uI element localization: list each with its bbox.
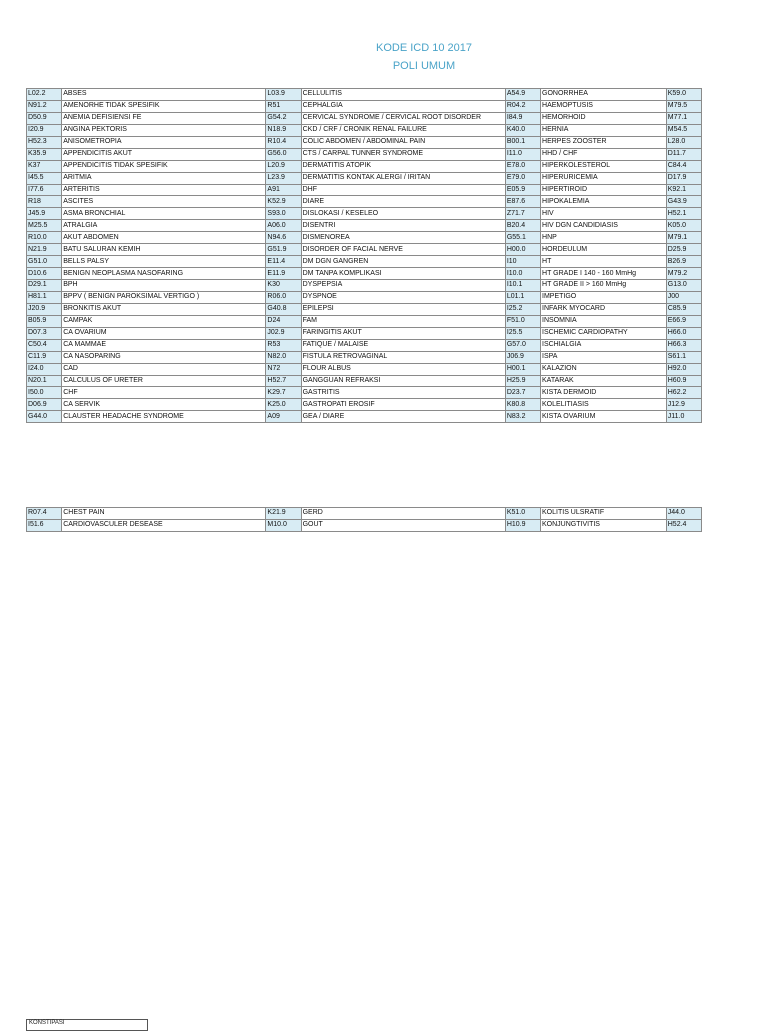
icd-code-cell: C11.9 xyxy=(27,351,62,363)
table-row xyxy=(27,315,702,327)
icd-code-cell: D29.1 xyxy=(27,280,62,292)
diagnosis-cell: HT GRADE I 140 - 160 MmHg xyxy=(541,268,667,280)
page-subtitle: POLI UMUM xyxy=(392,60,456,72)
icd-code-cell: S61.1 xyxy=(666,351,701,363)
table-row xyxy=(27,256,702,268)
diagnosis-cell: CA SERVIK xyxy=(62,399,266,411)
table-row xyxy=(27,112,702,124)
diagnosis-cell: DM TANPA KOMPLIKASI xyxy=(301,268,505,280)
icd-code-cell: N94.6 xyxy=(266,232,301,244)
diagnosis-cell: CERVICAL SYNDROME / CERVICAL ROOT DISORDER xyxy=(301,112,505,124)
icd-code-cell: M79.5 xyxy=(666,100,701,112)
diagnosis-cell: BPH xyxy=(62,280,266,292)
icd-code-cell: R04.2 xyxy=(505,100,540,112)
diagnosis-cell: AMENORHE TIDAK SPESIFIK xyxy=(62,100,266,112)
diagnosis-cell: KISTA DERMOID xyxy=(541,387,667,399)
diagnosis-cell: BRONKITIS AKUT xyxy=(62,303,266,315)
diagnosis-cell: INSOMNIA xyxy=(541,315,667,327)
diagnosis-cell: HIPERURICEMIA xyxy=(541,172,667,184)
table-row xyxy=(27,244,702,256)
icd-code-cell: Z71.7 xyxy=(505,208,540,220)
icd-code-cell: L23.9 xyxy=(266,172,301,184)
diagnosis-cell: HEMORHOID xyxy=(541,112,667,124)
diagnosis-cell: DISMENOREA xyxy=(301,232,505,244)
diagnosis-cell: CA MAMMAE xyxy=(62,339,266,351)
diagnosis-cell: GOUT xyxy=(301,519,505,531)
diagnosis-cell: ISCHIALGIA xyxy=(541,339,667,351)
icd-code-cell: J11.0 xyxy=(666,411,701,423)
icd-code-cell: H52.1 xyxy=(666,208,701,220)
icd-code-cell: E05.9 xyxy=(505,184,540,196)
icd-code-cell: I24.0 xyxy=(27,363,62,375)
icd-code-cell: H52.3 xyxy=(27,136,62,148)
icd-code-cell: B20.4 xyxy=(505,220,540,232)
diagnosis-cell: HIPERTIROID xyxy=(541,184,667,196)
icd-code-cell: H66.0 xyxy=(666,327,701,339)
table-row xyxy=(27,184,702,196)
diagnosis-cell: ANEMIA DEFISIENSI FE xyxy=(62,112,266,124)
icd-code-cell: R06.0 xyxy=(266,291,301,303)
diagnosis-cell: ATRALGIA xyxy=(62,220,266,232)
icd-table-extra xyxy=(26,507,702,532)
table-row xyxy=(27,280,702,292)
icd-code-cell: H00.1 xyxy=(505,363,540,375)
table-row xyxy=(27,363,702,375)
table-row xyxy=(27,160,702,172)
table-row xyxy=(27,339,702,351)
diagnosis-cell: GASTROPATI EROSIF xyxy=(301,399,505,411)
diagnosis-cell: FAM xyxy=(301,315,505,327)
icd-code-cell: I10.1 xyxy=(505,280,540,292)
diagnosis-cell: ARITMIA xyxy=(62,172,266,184)
table-row xyxy=(27,268,702,280)
icd-code-cell: D50.9 xyxy=(27,112,62,124)
diagnosis-cell: CARDIOVASCULER DESEASE xyxy=(62,519,266,531)
diagnosis-cell: HT xyxy=(541,256,667,268)
icd-code-cell: N21.9 xyxy=(27,244,62,256)
diagnosis-cell: ISCHEMIC CARDIOPATHY xyxy=(541,327,667,339)
diagnosis-cell: FATIQUE / MALAISE xyxy=(301,339,505,351)
diagnosis-cell: ANISOMETROPIA xyxy=(62,136,266,148)
icd-code-cell: J20.9 xyxy=(27,303,62,315)
diagnosis-cell: BENIGN NEOPLASMA NASOFARING xyxy=(62,268,266,280)
icd-code-cell: G51.0 xyxy=(27,256,62,268)
diagnosis-cell: GEA / DIARE xyxy=(301,411,505,423)
icd-code-cell: K30 xyxy=(266,280,301,292)
icd-code-cell: N72 xyxy=(266,363,301,375)
diagnosis-cell: GONORRHEA xyxy=(541,89,667,101)
table-row xyxy=(27,327,702,339)
diagnosis-cell: FLOUR ALBUS xyxy=(301,363,505,375)
icd-code-cell: C85.9 xyxy=(666,303,701,315)
diagnosis-cell: GANGGUAN REFRAKSI xyxy=(301,375,505,387)
icd-code-cell: D11.7 xyxy=(666,148,701,160)
icd-code-cell: N91.2 xyxy=(27,100,62,112)
diagnosis-cell: IMPETIGO xyxy=(541,291,667,303)
icd-code-cell: I77.6 xyxy=(27,184,62,196)
icd-code-cell: A54.9 xyxy=(505,89,540,101)
diagnosis-cell: GERD xyxy=(301,508,505,520)
icd-code-cell: I10 xyxy=(505,256,540,268)
diagnosis-cell: CAMPAK xyxy=(62,315,266,327)
table-row xyxy=(27,100,702,112)
diagnosis-cell: ANGINA PEKTORIS xyxy=(62,124,266,136)
diagnosis-cell: DISENTRI xyxy=(301,220,505,232)
icd-code-cell: B00.1 xyxy=(505,136,540,148)
diagnosis-cell: DYSPNOE xyxy=(301,291,505,303)
icd-code-cell: L01.1 xyxy=(505,291,540,303)
table-row xyxy=(27,519,702,531)
icd-code-cell: I51.6 xyxy=(27,519,62,531)
diagnosis-cell: ISPA xyxy=(541,351,667,363)
table-row xyxy=(27,375,702,387)
icd-code-cell: I84.9 xyxy=(505,112,540,124)
diagnosis-cell: BELLS PALSY xyxy=(62,256,266,268)
table-row xyxy=(27,303,702,315)
diagnosis-cell: CLAUSTER HEADACHE SYNDROME xyxy=(62,411,266,423)
diagnosis-cell: HIPERKOLESTEROL xyxy=(541,160,667,172)
icd-table-main xyxy=(26,88,702,423)
icd-code-cell: D24 xyxy=(266,315,301,327)
diagnosis-cell: GASTRITIS xyxy=(301,387,505,399)
diagnosis-cell: CTS / CARPAL TUNNER SYNDROME xyxy=(301,148,505,160)
icd-code-cell: N83.2 xyxy=(505,411,540,423)
table-row xyxy=(27,232,702,244)
icd-code-cell: K05.0 xyxy=(666,220,701,232)
icd-code-cell: G43.9 xyxy=(666,196,701,208)
icd-code-cell: D17.9 xyxy=(666,172,701,184)
icd-code-cell: I25.5 xyxy=(505,327,540,339)
icd-code-cell: G54.2 xyxy=(266,112,301,124)
diagnosis-cell: HIPOKALEMIA xyxy=(541,196,667,208)
diagnosis-cell: CHF xyxy=(62,387,266,399)
icd-code-cell: L20.9 xyxy=(266,160,301,172)
icd-code-cell: R10.4 xyxy=(266,136,301,148)
diagnosis-cell: BATU SALURAN KEMIH xyxy=(62,244,266,256)
icd-code-cell: R18 xyxy=(27,196,62,208)
icd-code-cell: F51.0 xyxy=(505,315,540,327)
icd-code-cell: J06.9 xyxy=(505,351,540,363)
icd-code-cell: J00 xyxy=(666,291,701,303)
icd-code-cell: N20.1 xyxy=(27,375,62,387)
icd-code-cell: S93.0 xyxy=(266,208,301,220)
icd-code-cell: K59.0 xyxy=(666,89,701,101)
icd-code-cell: B26.9 xyxy=(666,256,701,268)
icd-code-cell: J45.9 xyxy=(27,208,62,220)
icd-code-cell: E78.0 xyxy=(505,160,540,172)
icd-code-cell: E79.0 xyxy=(505,172,540,184)
table-row xyxy=(27,196,702,208)
icd-code-cell: K40.0 xyxy=(505,124,540,136)
diagnosis-cell: ARTERITIS xyxy=(62,184,266,196)
table-row xyxy=(27,124,702,136)
diagnosis-cell: CEPHALGIA xyxy=(301,100,505,112)
diagnosis-cell: HNP xyxy=(541,232,667,244)
icd-code-cell: K21.9 xyxy=(266,508,301,520)
icd-code-cell: I20.9 xyxy=(27,124,62,136)
diagnosis-cell: APPENDICITIS AKUT xyxy=(62,148,266,160)
diagnosis-cell: HIV DGN CANDIDIASIS xyxy=(541,220,667,232)
diagnosis-cell: HERNIA xyxy=(541,124,667,136)
diagnosis-cell: INFARK MYOCARD xyxy=(541,303,667,315)
icd-code-cell: K51.0 xyxy=(505,508,540,520)
footer-label: KONSTIPASI xyxy=(29,1020,65,1026)
table-row xyxy=(27,208,702,220)
icd-code-cell: R10.0 xyxy=(27,232,62,244)
icd-code-cell: H00.0 xyxy=(505,244,540,256)
table-row xyxy=(27,411,702,423)
diagnosis-cell: DYSPEPSIA xyxy=(301,280,505,292)
diagnosis-cell: KOLITIS ULSRATIF xyxy=(541,508,667,520)
icd-table-main-body xyxy=(27,89,702,423)
icd-table-extra-body xyxy=(27,508,702,532)
icd-code-cell: H60.9 xyxy=(666,375,701,387)
table-row xyxy=(27,89,702,101)
icd-code-cell: B05.9 xyxy=(27,315,62,327)
diagnosis-cell: HIV xyxy=(541,208,667,220)
diagnosis-cell: DISLOKASI / KESELEO xyxy=(301,208,505,220)
icd-code-cell: M79.2 xyxy=(666,268,701,280)
diagnosis-cell: KONJUNGTIVITIS xyxy=(541,519,667,531)
icd-code-cell: D25.9 xyxy=(666,244,701,256)
icd-code-cell: H52.4 xyxy=(666,519,701,531)
icd-code-cell: H66.3 xyxy=(666,339,701,351)
icd-code-cell: H25.9 xyxy=(505,375,540,387)
icd-code-cell: L03.9 xyxy=(266,89,301,101)
icd-code-cell: G56.0 xyxy=(266,148,301,160)
icd-code-cell: H92.0 xyxy=(666,363,701,375)
icd-code-cell: D06.9 xyxy=(27,399,62,411)
icd-code-cell: E11.9 xyxy=(266,268,301,280)
icd-code-cell: I25.2 xyxy=(505,303,540,315)
icd-code-cell: I45.5 xyxy=(27,172,62,184)
icd-code-cell: H62.2 xyxy=(666,387,701,399)
diagnosis-cell: CHEST PAIN xyxy=(62,508,266,520)
diagnosis-cell: HAEMOPTUSIS xyxy=(541,100,667,112)
diagnosis-cell: ASMA BRONCHIAL xyxy=(62,208,266,220)
diagnosis-cell: DERMATITIS ATOPIK xyxy=(301,160,505,172)
icd-code-cell: N82.0 xyxy=(266,351,301,363)
icd-code-cell: D10.6 xyxy=(27,268,62,280)
icd-code-cell: M10.0 xyxy=(266,519,301,531)
icd-code-cell: K25.0 xyxy=(266,399,301,411)
icd-code-cell: D23.7 xyxy=(505,387,540,399)
icd-code-cell: A09 xyxy=(266,411,301,423)
icd-code-cell: G55.1 xyxy=(505,232,540,244)
diagnosis-cell: HT GRADE II > 160 MmHg xyxy=(541,280,667,292)
diagnosis-cell: CAD xyxy=(62,363,266,375)
icd-code-cell: R53 xyxy=(266,339,301,351)
icd-code-cell: J44.0 xyxy=(666,508,701,520)
icd-code-cell: D07.3 xyxy=(27,327,62,339)
diagnosis-cell: FARINGITIS AKUT xyxy=(301,327,505,339)
diagnosis-cell: CALCULUS OF URETER xyxy=(62,375,266,387)
icd-code-cell: C84.4 xyxy=(666,160,701,172)
icd-code-cell: A06.0 xyxy=(266,220,301,232)
diagnosis-cell: DM DGN GANGREN xyxy=(301,256,505,268)
icd-code-cell: R51 xyxy=(266,100,301,112)
diagnosis-cell: CKD / CRF / CRONIK RENAL FAILURE xyxy=(301,124,505,136)
icd-code-cell: J12.9 xyxy=(666,399,701,411)
icd-code-cell: G57.0 xyxy=(505,339,540,351)
diagnosis-cell: ASCITES xyxy=(62,196,266,208)
diagnosis-cell: CA NASOPARING xyxy=(62,351,266,363)
icd-code-cell: J02.9 xyxy=(266,327,301,339)
icd-code-cell: H10.9 xyxy=(505,519,540,531)
diagnosis-cell: HORDEULUM xyxy=(541,244,667,256)
diagnosis-cell: KATARAK xyxy=(541,375,667,387)
diagnosis-cell: HHD / CHF xyxy=(541,148,667,160)
icd-code-cell: H52.7 xyxy=(266,375,301,387)
icd-code-cell: M25.5 xyxy=(27,220,62,232)
table-row xyxy=(27,136,702,148)
icd-code-cell: K37 xyxy=(27,160,62,172)
icd-code-cell: E87.6 xyxy=(505,196,540,208)
icd-code-cell: G40.8 xyxy=(266,303,301,315)
diagnosis-cell: CELLULITIS xyxy=(301,89,505,101)
icd-code-cell: L02.2 xyxy=(27,89,62,101)
diagnosis-cell: FISTULA RETROVAGINAL xyxy=(301,351,505,363)
icd-code-cell: G51.9 xyxy=(266,244,301,256)
icd-code-cell: C50.4 xyxy=(27,339,62,351)
icd-code-cell: A91 xyxy=(266,184,301,196)
icd-code-cell: K92.1 xyxy=(666,184,701,196)
table-row xyxy=(27,291,702,303)
icd-code-cell: K35.9 xyxy=(27,148,62,160)
icd-code-cell: H81.1 xyxy=(27,291,62,303)
diagnosis-cell: HERPES ZOOSTER xyxy=(541,136,667,148)
icd-code-cell: G44.0 xyxy=(27,411,62,423)
diagnosis-cell: CA OVARIUM xyxy=(62,327,266,339)
icd-code-cell: I50.0 xyxy=(27,387,62,399)
icd-code-cell: E11.4 xyxy=(266,256,301,268)
icd-code-cell: R07.4 xyxy=(27,508,62,520)
table-row xyxy=(27,351,702,363)
diagnosis-cell: KALAZION xyxy=(541,363,667,375)
icd-code-cell: M54.5 xyxy=(666,124,701,136)
diagnosis-cell: COLIC ABDOMEN / ABDOMINAL PAIN xyxy=(301,136,505,148)
icd-code-cell: M77.1 xyxy=(666,112,701,124)
table-row xyxy=(27,508,702,520)
icd-code-cell: K80.8 xyxy=(505,399,540,411)
table-row xyxy=(27,220,702,232)
icd-code-cell: G13.0 xyxy=(666,280,701,292)
diagnosis-cell: ABSES xyxy=(62,89,266,101)
diagnosis-cell: AKUT ABDOMEN xyxy=(62,232,266,244)
icd-code-cell: I11.0 xyxy=(505,148,540,160)
diagnosis-cell: KISTA OVARIUM xyxy=(541,411,667,423)
table-row xyxy=(27,399,702,411)
icd-code-cell: K29.7 xyxy=(266,387,301,399)
diagnosis-cell: EPILEPSI xyxy=(301,303,505,315)
diagnosis-cell: BPPV ( BENIGN PAROKSIMAL VERTIGO ) xyxy=(62,291,266,303)
icd-code-cell: E66.9 xyxy=(666,315,701,327)
icd-code-cell: I10.0 xyxy=(505,268,540,280)
diagnosis-cell: DERMATITIS KONTAK ALERGI / IRITAN xyxy=(301,172,505,184)
icd-code-cell: K52.9 xyxy=(266,196,301,208)
icd-code-cell: M79.1 xyxy=(666,232,701,244)
diagnosis-cell: DIARE xyxy=(301,196,505,208)
diagnosis-cell: DHF xyxy=(301,184,505,196)
diagnosis-cell: APPENDICITIS TIDAK SPESIFIK xyxy=(62,160,266,172)
table-row xyxy=(27,387,702,399)
diagnosis-cell: KOLELITIASIS xyxy=(541,399,667,411)
icd-code-cell: L28.0 xyxy=(666,136,701,148)
table-row xyxy=(27,172,702,184)
icd-code-cell: N18.9 xyxy=(266,124,301,136)
page-title: KODE ICD 10 2017 xyxy=(376,42,472,54)
table-row xyxy=(27,148,702,160)
diagnosis-cell: DISORDER OF FACIAL NERVE xyxy=(301,244,505,256)
